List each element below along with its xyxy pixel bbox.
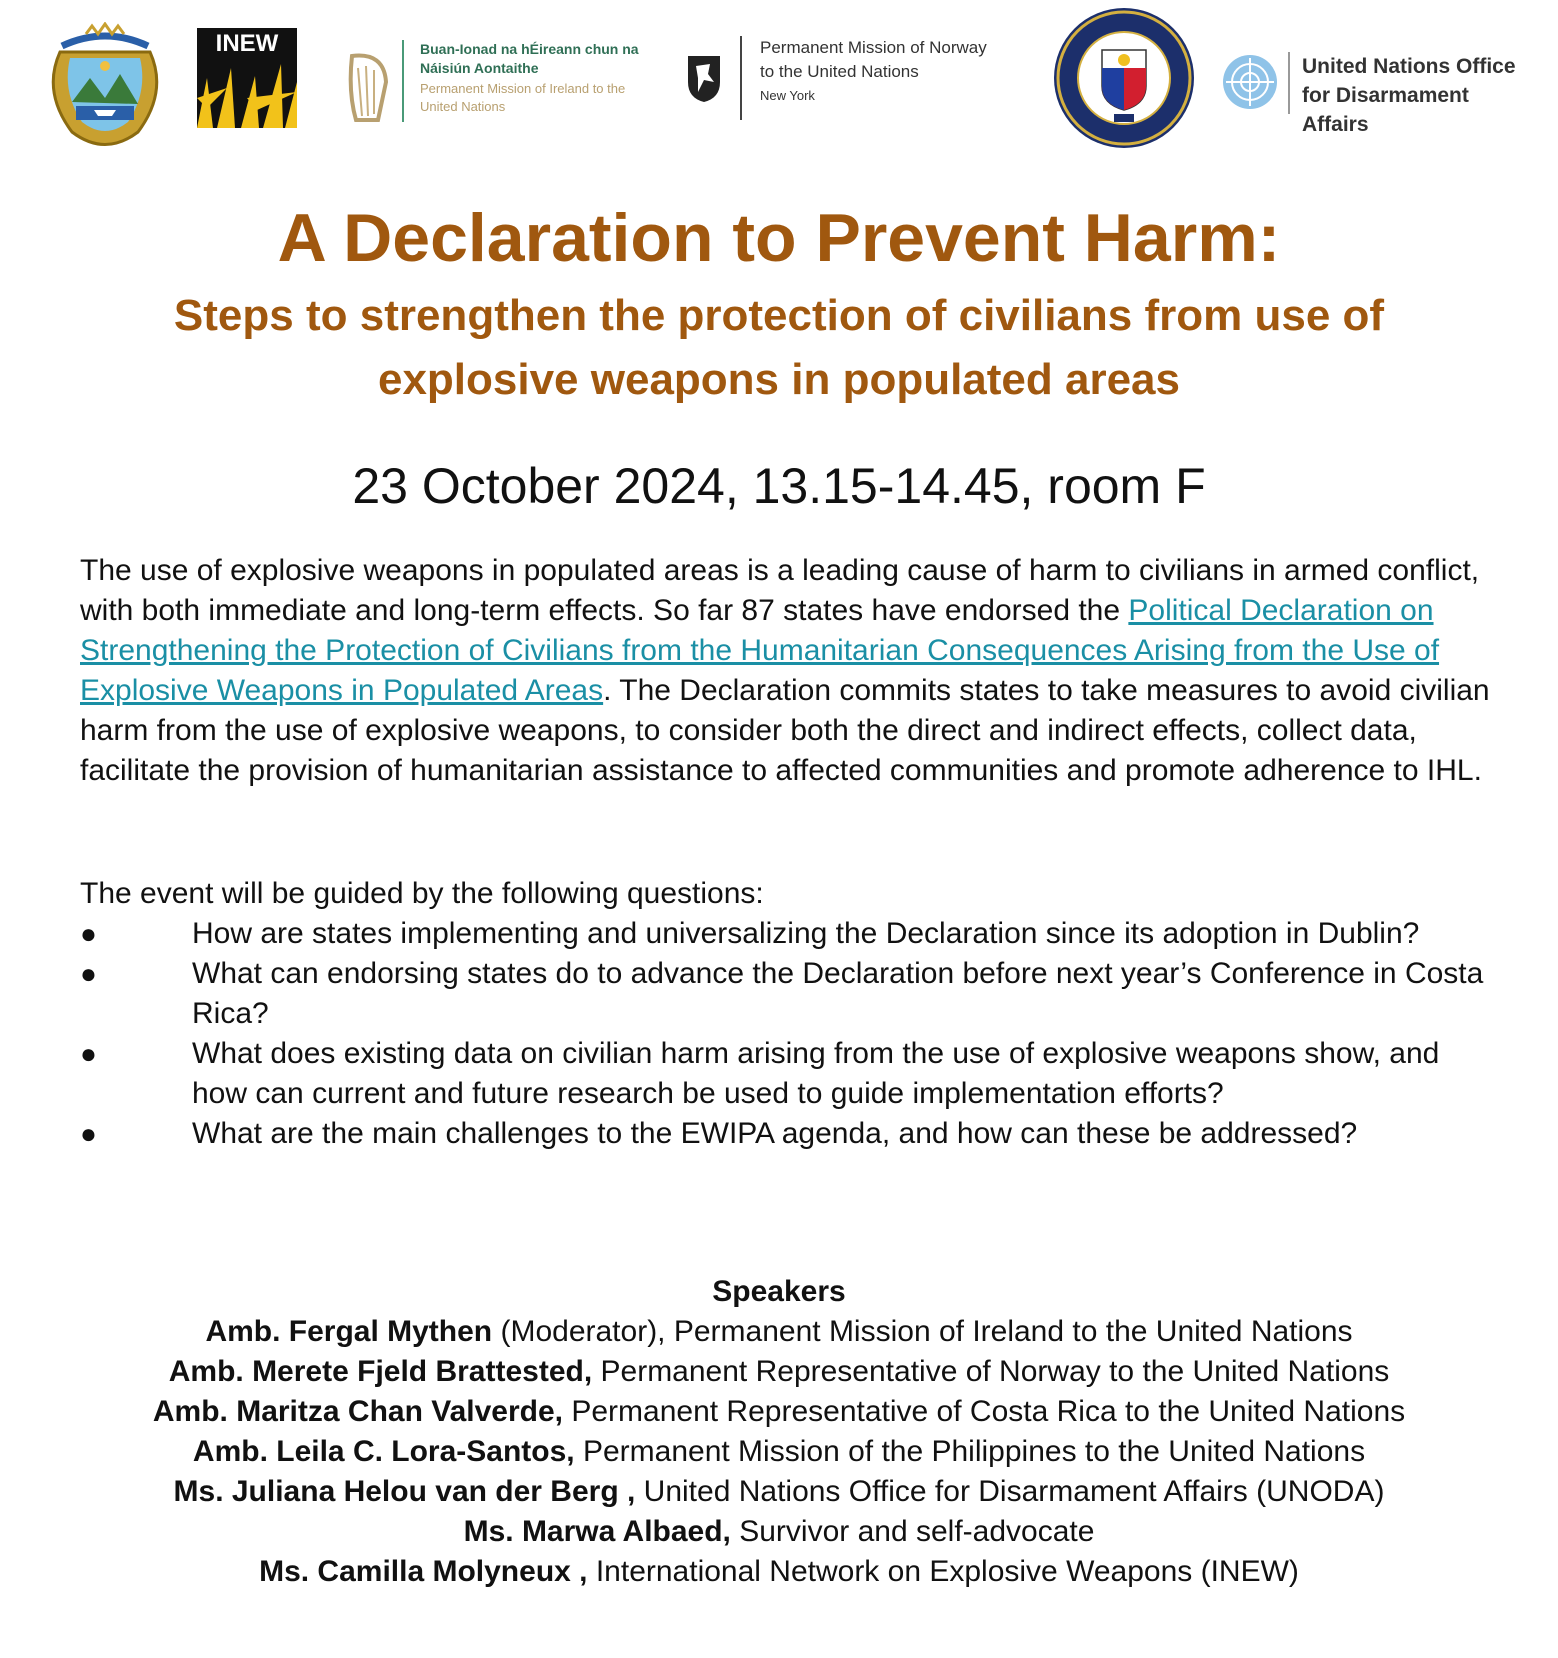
unoda-line-1: United Nations Office — [1302, 55, 1516, 78]
list-item — [80, 1034, 1500, 1114]
speaker-role: Survivor and self-advocate — [730, 1515, 1095, 1548]
philippines-mission-seal-logo — [1052, 6, 1196, 150]
bullet-icon: ● — [80, 1038, 97, 1069]
page-subtitle: Steps to strengthen the protection of civilians from use of explosive weapons in populated areas — [173, 291, 1385, 404]
list-item — [80, 954, 1500, 1034]
intro-paragraph — [80, 551, 1500, 791]
logo-strip — [0, 0, 1558, 160]
questions-list — [80, 914, 1500, 1154]
norway-mission-wordmark — [740, 36, 1040, 120]
list-item — [80, 914, 1500, 954]
speaker-entry — [0, 1512, 1558, 1552]
speaker-role: United Nations Office for Disarmament Affairs (UNODA) — [635, 1475, 1385, 1508]
speaker-role: Permanent Representative of Norway to the United Nations — [592, 1355, 1390, 1388]
unoda-wordmark — [1288, 52, 1538, 136]
harp-icon — [344, 52, 392, 124]
bullet-icon: ● — [80, 958, 97, 989]
speakers-section — [0, 1272, 1558, 1592]
norway-lion-crest-icon — [684, 52, 724, 104]
ireland-irish-name: Buan-Ionad na hÉireann chun na Náisiún Aontaithe — [420, 41, 639, 76]
speaker-entry — [0, 1312, 1558, 1352]
event-datetime: 23 October 2024, 13.15-14.45, room F — [352, 458, 1206, 514]
question-text: How are states implementing and universalizing the Declaration since its adoption in Dublin? — [192, 917, 1420, 950]
ireland-english-name: Permanent Mission of Ireland to the United Nations — [420, 81, 626, 114]
speaker-entry — [0, 1352, 1558, 1392]
intro-text-after-link: . The Declaration commits states to take measures to avoid civilian harm from the use of explosive weapons, to consider both the direct and indirect effects, collect data, facilitate the provision of humanitarian assistance to affected communities and promote adherence to IHL. — [80, 674, 1490, 787]
speaker-name: Amb. Maritza Chan Valverde, — [152, 1395, 564, 1428]
norway-line-2: to the United Nations — [760, 62, 919, 81]
speaker-name: Ms. Marwa Albaed, — [463, 1515, 731, 1548]
speaker-role: Permanent Representative of Costa Rica to the United Nations — [563, 1395, 1406, 1428]
speakers-heading: Speakers — [712, 1275, 846, 1308]
intro-text-before-link: The use of explosive weapons in populated areas is a leading cause of harm to civilians in armed conflict, with both immediate and long-term effects. So far 87 states have endorsed the — [80, 554, 1480, 627]
speaker-entry — [0, 1552, 1558, 1592]
list-item — [80, 1114, 1500, 1154]
questions-lead: The event will be guided by the following questions: — [80, 877, 764, 910]
page-title: A Declaration to Prevent Harm: — [277, 200, 1281, 276]
speaker-role: Permanent Mission of the Philippines to the United Nations — [574, 1435, 1366, 1468]
question-text: What can endorsing states do to advance the Declaration before next year’s Conference in Costa Rica? — [192, 957, 1484, 1030]
inew-logo — [197, 28, 297, 128]
un-emblem-icon — [1220, 52, 1280, 112]
speaker-entry — [0, 1392, 1558, 1432]
ireland-mission-wordmark — [402, 40, 662, 122]
speaker-entry — [0, 1432, 1558, 1472]
speaker-name: Ms. Camilla Molyneux , — [259, 1555, 588, 1588]
speaker-name: Amb. Merete Fjeld Brattested, — [168, 1355, 593, 1388]
question-text: What are the main challenges to the EWIPA agenda, and how can these be addressed? — [192, 1117, 1358, 1150]
inew-logo-text: INEW — [215, 30, 279, 57]
costa-rica-coat-of-arms-logo — [42, 22, 168, 152]
norway-line-3: New York — [760, 88, 815, 103]
speaker-name: Amb. Leila C. Lora-Santos, — [192, 1435, 575, 1468]
political-declaration-link[interactable]: Political Declaration on Strengthening the Protection of Civilians from the Humanitarian Consequences Arising from the Use of Explosive Weapons in Populated Areas — [80, 594, 1440, 707]
speaker-name: Ms. Juliana Helou van der Berg , — [173, 1475, 636, 1508]
speaker-role: (Moderator), Permanent Mission of Ireland to the United Nations — [492, 1315, 1353, 1348]
speaker-name: Amb. Fergal Mythen — [205, 1315, 493, 1348]
bullet-icon: ● — [80, 1118, 97, 1149]
norway-line-1: Permanent Mission of Norway — [760, 38, 987, 57]
bullet-icon: ● — [80, 918, 97, 949]
speaker-entry — [0, 1472, 1558, 1512]
speaker-role: International Network on Explosive Weapons (INEW) — [587, 1555, 1299, 1588]
unoda-line-2: for Disarmament Affairs — [1302, 84, 1469, 136]
question-text: What does existing data on civilian harm arising from the use of explosive weapons show, and how can current and future research be used to guide implementation efforts? — [192, 1037, 1440, 1110]
